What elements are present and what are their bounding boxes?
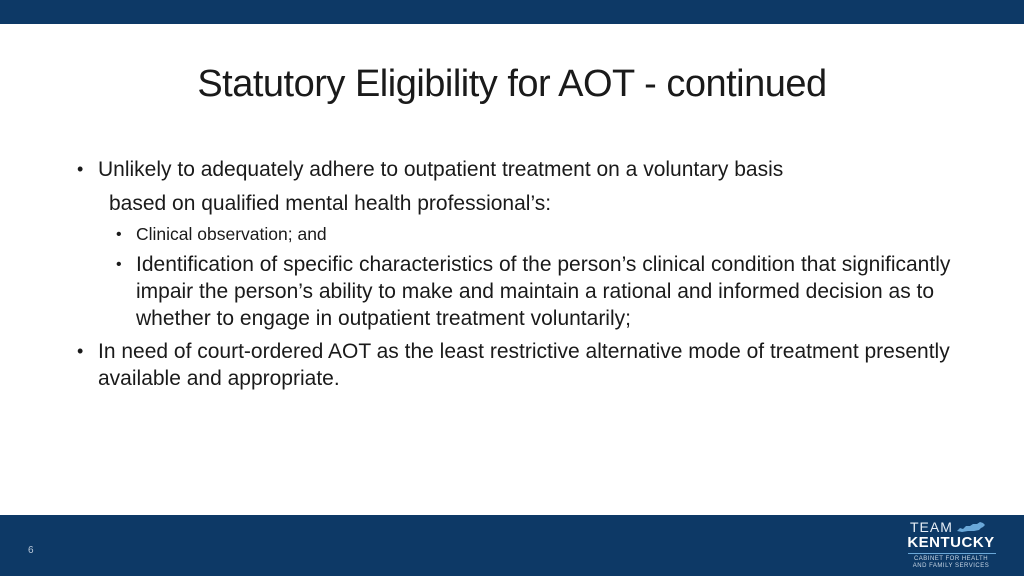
logo-team-text: TEAM: [910, 519, 953, 535]
logo-cabinet-line: CABINET FOR HEALTH: [913, 556, 989, 562]
sub-bullet-text: Identification of specific characteristics of the person’s clinical condition that significantly impair the person’s ability to make and maintain a rational and informed decision as to whether to engage in outpatient treatment voluntarily;: [136, 253, 951, 330]
bullet-text: In need of court-ordered AOT as the least restrictive alternative mode of treatment presently available and appropriate.: [98, 340, 950, 390]
top-bar: [0, 0, 1024, 24]
slide-title: Statutory Eligibility for AOT - continued: [197, 63, 827, 105]
kentucky-state-icon: [956, 521, 986, 533]
bullet-glyph: •: [77, 159, 84, 179]
bullet-glyph: •: [116, 226, 122, 243]
logo-cabinet-text: [900, 556, 1002, 570]
bullet-text: Unlikely to adequately adhere to outpatient treatment on a voluntary basis: [98, 158, 784, 181]
bullet-text-continued: based on qualified mental health professional’s:: [109, 192, 552, 215]
bullet-glyph: •: [116, 256, 122, 273]
page-number: 6: [28, 545, 34, 556]
logo-cabinet-line: AND FAMILY SERVICES: [912, 563, 990, 569]
bullet-item: [74, 156, 954, 217]
bullet-item: [74, 338, 954, 392]
sub-bullet-text: Clinical observation; and: [136, 224, 327, 244]
sub-bullet-item: [74, 221, 954, 248]
bullet-glyph: •: [77, 341, 84, 361]
sub-bullet-item: [74, 251, 954, 332]
slide-content: [74, 156, 954, 392]
bottom-bar: [0, 515, 1024, 576]
team-kentucky-logo: [900, 519, 1002, 573]
logo-divider: [908, 553, 996, 554]
logo-state-text: KENTUCKY: [907, 534, 995, 551]
